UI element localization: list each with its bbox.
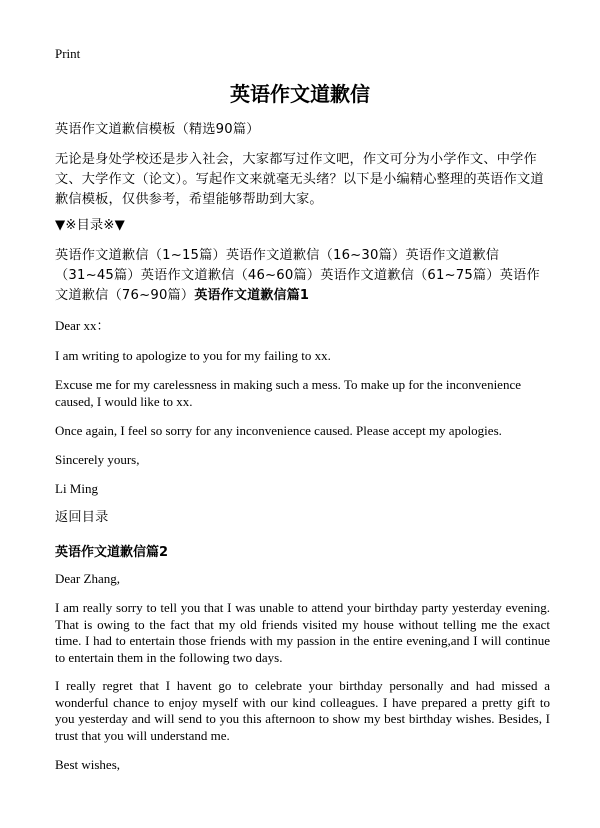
toc-link-2[interactable]: 英语作文道歉信（16~30篇） xyxy=(225,248,406,263)
page-title: 英语作文道歉信 xyxy=(230,82,370,106)
section2-paragraph-1: I am really sorry to tell you that I was unable to attend your birthday party yesterday evening. That is owing to the fact that my old friends visited my house without telling me the exact time. I had to entertain those friends with my passion in the entire evening,and I will continue to entertain them in the following two days. xyxy=(55,600,550,665)
section1-closing: Sincerely yours, xyxy=(55,452,140,467)
section1-signature: Li Ming xyxy=(55,481,98,496)
section2-heading: 英语作文道歉信篇2 xyxy=(55,545,169,560)
section1-paragraph-1: I am writing to apologize to you for my failing to xx. xyxy=(55,348,331,363)
print-link[interactable]: Print xyxy=(55,46,81,61)
section2-paragraph-2: I really regret that I havent go to celebrate your birthday personally and had missed a wonderful chance to enjoy myself with our kind colleagues. I have prepared a pretty gift to you yesterday and will send to you this afternoon to show my best birthday wishes. Besides, I trust that you will understand me. xyxy=(55,678,550,743)
toc-link-3[interactable]: 英语作文道歉信（31~45篇） xyxy=(55,248,500,283)
toc-link-6[interactable]: 英语作文道歉信（76~90篇） xyxy=(55,268,540,303)
toc-link-4[interactable]: 英语作文道歉信（46~60篇） xyxy=(140,268,321,283)
intro-paragraph: 无论是身处学校还是步入社会，大家都写过作文吧，作文可分为小学作文、中学作文、大学作文（论文）。写起作文来就毫无头绪？以下是小编精心整理的英语作文道歉信模板，仅供参考，希望能够帮助到大家。 xyxy=(55,152,544,207)
section1-paragraph-2: Excuse me for my carelessness in making such a mess. To make up for the inconvenience caused, I would like to xx. xyxy=(55,377,521,409)
section1-paragraph-3: Once again, I feel so sorry for any inconvenience caused. Please accept my apologies. xyxy=(55,423,502,438)
back-to-toc-link[interactable]: 返回目录 xyxy=(55,510,109,525)
section1-heading: 英语作文道歉信篇1 xyxy=(194,288,310,303)
toc-label: ▼※目录※▼ xyxy=(55,218,125,233)
section1-salutation: Dear xx： xyxy=(55,318,110,333)
section2-salutation: Dear Zhang, xyxy=(55,571,120,586)
toc-link-1[interactable]: 英语作文道歉信（1~15篇） xyxy=(55,248,226,263)
section2-closing: Best wishes, xyxy=(55,757,120,772)
toc-link-5[interactable]: 英语作文道歉信（61~75篇） xyxy=(320,268,500,283)
doc-subtitle: 英语作文道歉信模板（精选90篇） xyxy=(55,122,260,137)
toc-list xyxy=(55,246,550,306)
